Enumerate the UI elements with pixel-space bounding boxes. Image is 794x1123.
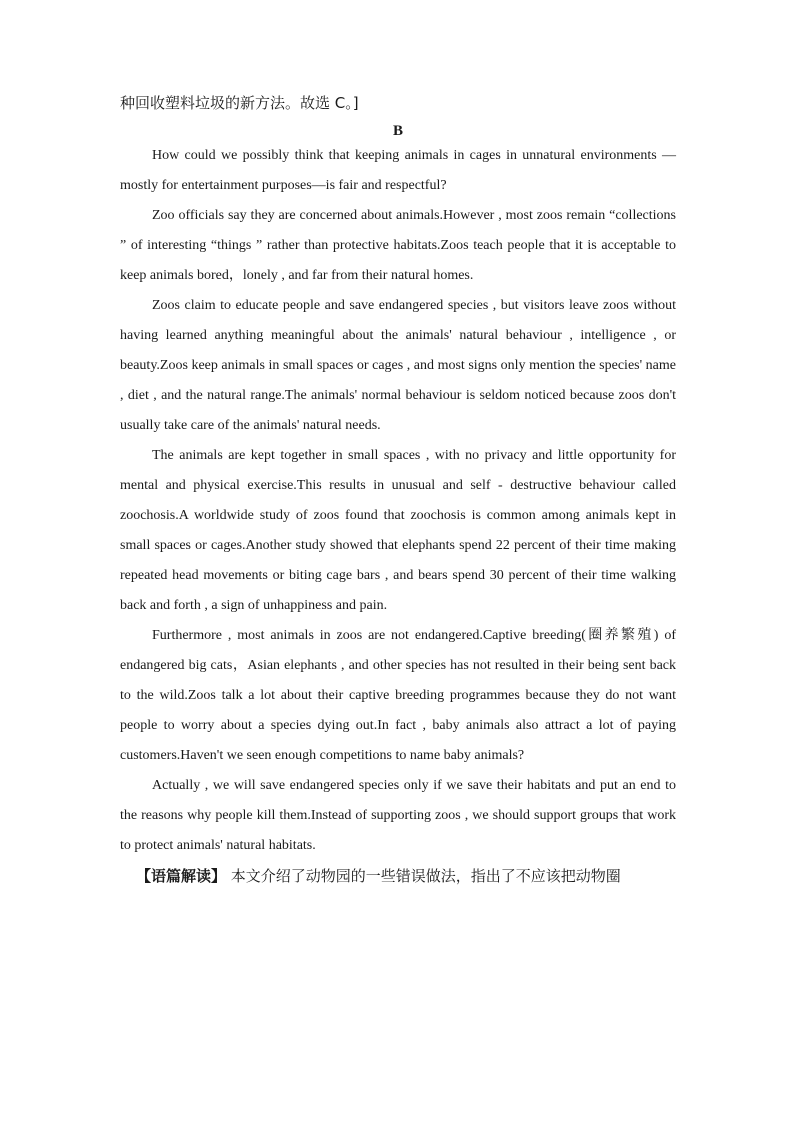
- section-title: B: [392, 123, 403, 139]
- paragraph-4: The animals are kept together in small spaces , with no privacy and little opportunity for mental and physical exercise.This results in unusual and self - destructive behaviour called zoochosis.A worldwide study of zoos found that zoochosis is common among animals kept in small spaces or cages.Another study showed that elephants spend 22 percent of their time making repeated head movements or biting cage bars , and bears spend 30 percent of their time walking back and forth , a sign of unhappiness and pain.: [120, 448, 676, 613]
- paragraph-2: Zoo officials say they are concerned about animals.However , most zoos remain “collections ” of interesting “things ” rather than protective habitats.Zoos teach people that it is acceptable to keep animals bored，lonely , and far from their natural homes.: [120, 208, 676, 283]
- paragraph-6: Actually , we will save endangered species only if we save their habitats and put an end to the reasons why people kill them.Instead of supporting zoos , we should support groups that work to protect animals' natural habitats.: [120, 778, 676, 853]
- analysis-label: 【语篇解读】: [136, 867, 227, 885]
- passage-analysis: [120, 861, 676, 891]
- intro-line: 种回收塑料垃圾的新方法。故选 C。]: [120, 94, 359, 112]
- paragraph-5: Furthermore , most animals in zoos are not endangered.Captive breeding(圈养繁殖) of endangered big cats，Asian elephants , and other species has not resulted in their being sent back to the wild.Zoos talk a lot about their captive breeding programmes because they do not want people to worry about a species dying out.In fact , baby animals also attract a lot of paying customers.Haven't we seen enough competitions to name baby animals?: [120, 628, 676, 763]
- document-page: [120, 93, 676, 891]
- analysis-text: 本文介绍了动物园的一些错误做法，指出了不应该把动物圈: [226, 867, 621, 885]
- paragraph-3: Zoos claim to educate people and save endangered species , but visitors leave zoos without having learned anything meaningful about the animals' natural behaviour , intelligence , or beauty.Zoos keep animals in small spaces or cages , and most signs only mention the species' name , diet , and the natural range.The animals' normal behaviour is seldom noticed because zoos don't usually take care of the animals' natural needs.: [120, 298, 676, 433]
- paragraph-1: How could we possibly think that keeping animals in cages in unnatural environments —mostly for entertainment purposes—is fair and respectful?: [120, 148, 676, 193]
